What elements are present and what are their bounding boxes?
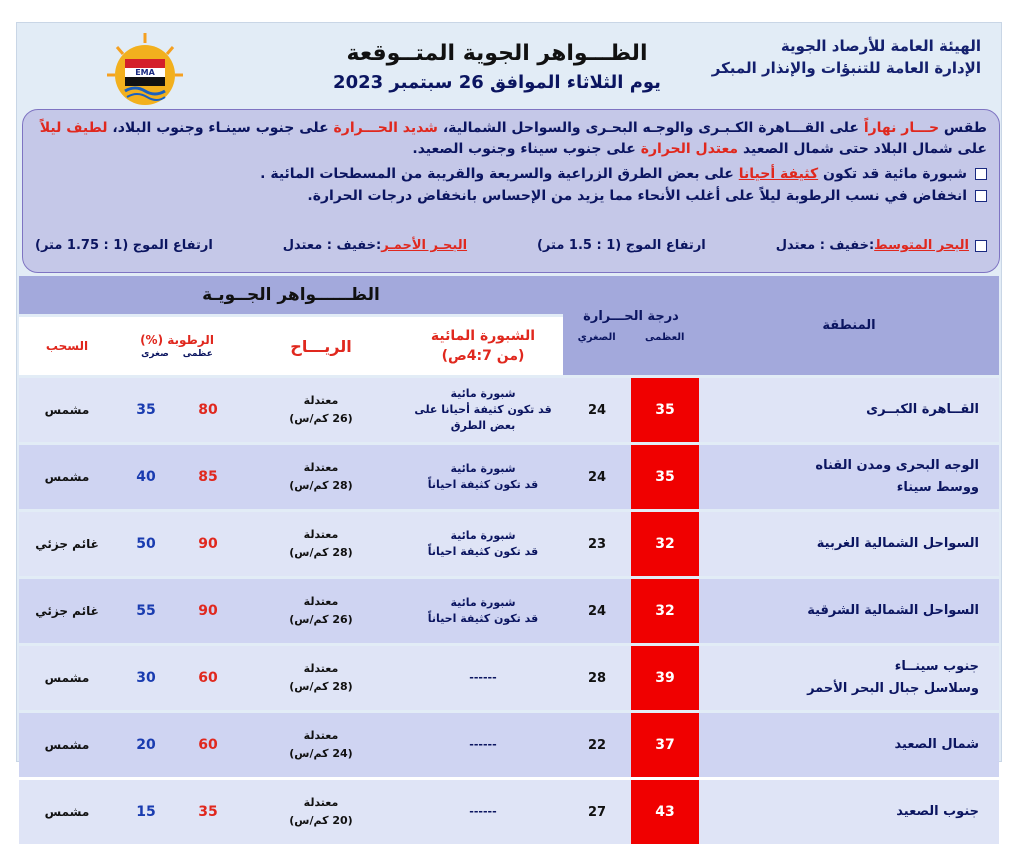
fog-line-2: قد تكون كثيفة احياناً [427,612,539,625]
humidity-min-cell: 30 [115,646,177,710]
table-row [19,445,999,509]
wind-speed: (20 كم/س) [289,814,353,827]
region-name: القــاهرة الكبــرى [866,402,980,417]
wind-cell [239,713,403,777]
temp-min-cell: 23 [563,512,631,576]
org-line-2: الإدارة العامة للتنبؤات والإنذار المبكر [711,59,981,77]
table-row [19,780,999,844]
wind-speed: (28 كم/س) [289,680,353,693]
region-cell [699,445,999,509]
humidity-max-cell: 90 [177,512,239,576]
table-row [19,646,999,710]
header-temperature [563,276,699,375]
header [17,23,1003,115]
header-humidity-sub [115,349,239,359]
checkbox-bullet-icon [975,240,987,252]
region-name: الوجه البحرى ومدن القناه [815,458,980,473]
region-name: السواحل الشمالية الغربية [816,536,980,551]
temp-max-cell: 43 [631,780,699,844]
ema-logo-icon [103,29,187,113]
humidity-min-cell: 40 [115,445,177,509]
wind-cell [239,512,403,576]
fog-cell [403,445,563,509]
organization-name [681,35,981,79]
bullet-text: انخفاض في نسب الرطوبة ليلاً على أغلب الأنحاء مما يزيد من الإحساس بانخفاض درجات الحرارة. [307,188,967,204]
med-sea-state [776,238,987,253]
fog-cell [403,713,563,777]
temp-max-cell: 32 [631,512,699,576]
wind-label: معتدلة [303,461,339,474]
temp-max-cell: 32 [631,579,699,643]
clouds-cell: غائم جزئي [19,512,115,576]
humidity-max-cell: 80 [177,378,239,442]
fog-line-2: قد تكون كثيفة احياناً [427,545,539,558]
header-region: المنطقة [699,276,999,375]
clouds-cell: مشمس [19,646,115,710]
header-fog [403,317,563,375]
summary-highlight-moderate: معتدل الحرارة [640,141,739,157]
table-row [19,579,999,643]
header-fog-time: (من 4:7ص) [441,348,525,364]
table-header-row-1 [19,276,999,314]
summary-text: على جنوب سيناء وجنوب الصعيد. [412,141,641,157]
page-title: الظـــواهر الجوية المتــوقعة [346,41,648,66]
clouds-cell: مشمس [19,780,115,844]
clouds-cell: مشمس [19,378,115,442]
header-temperature-label: درجة الحـــرارة [583,308,679,324]
summary-line-1 [35,118,987,139]
summary-line-2 [35,139,987,160]
region-name-line-2: ووسط سيناء [896,480,980,495]
humidity-max-cell: 90 [177,579,239,643]
checkbox-bullet-icon [975,168,987,180]
red-sea-state [283,238,467,253]
region-cell [699,512,999,576]
header-wind: الريـــاح [239,317,403,375]
summary-highlight-very-hot: شديد الحـــرارة [333,120,438,136]
humidity-max-cell: 35 [177,780,239,844]
header-temp-max: العظمى [645,331,685,343]
bullet-text [260,166,967,182]
bullet-highlight-dense: كثيفة أحيانا [738,166,819,182]
fog-line-3: بعض الطرق [450,419,516,432]
header-humidity-min: صغرى [141,349,169,359]
temp-min-cell: 24 [563,378,631,442]
region-name: جنوب الصعيد [896,804,980,819]
header-humidity [115,317,239,375]
header-humidity-max: عظمى [182,349,213,359]
fog-line-2: قد تكون كثيفة احياناً [427,478,539,491]
org-line-1: الهيئة العامة للأرصاد الجوية [780,37,981,55]
header-humidity-label: الرطوبة (%) [140,333,214,347]
wind-cell [239,579,403,643]
temp-min-cell: 28 [563,646,631,710]
summary-bullet-humidity [35,188,987,204]
clouds-cell: مشمس [19,713,115,777]
humidity-max-cell: 60 [177,646,239,710]
temp-max-cell: 39 [631,646,699,710]
humidity-min-cell: 35 [115,378,177,442]
humidity-min-cell: 50 [115,512,177,576]
table-row [19,512,999,576]
wind-speed: (28 كم/س) [289,546,353,559]
wind-cell [239,780,403,844]
red-sea-label: البحـر الأحمـر [381,238,468,253]
med-sea-condition: :خفيف : معتدل [775,238,875,253]
summary-text: على القـــاهرة الكـبـرى والوجـه البحـرى والسواحل الشمالية، [437,120,864,136]
forecast-table [19,273,999,847]
fog-line-1: ------ [469,671,497,684]
temp-min-cell: 24 [563,579,631,643]
wind-speed: (24 كم/س) [289,747,353,760]
summary-highlight-hot: حـــار نهاراً [863,120,940,136]
humidity-max-cell: 60 [177,713,239,777]
clouds-cell: غائم جزئي [19,579,115,643]
wind-label: معتدلة [303,796,339,809]
clouds-cell: مشمس [19,445,115,509]
humidity-min-cell: 55 [115,579,177,643]
summary-text: على شمال البلاد حتى شمال الصعيد [738,141,987,157]
temp-max-cell: 37 [631,713,699,777]
sea-state-row [35,238,987,253]
fog-cell [403,646,563,710]
header-phenomena: الظــــــواهر الجــويـة [19,276,563,314]
summary-box [22,109,1000,273]
wind-cell [239,378,403,442]
logo-text: EMA [135,68,155,77]
wind-speed: (26 كم/س) [289,613,353,626]
fog-cell [403,512,563,576]
fog-line-1: شبورة مائية [450,462,516,475]
med-sea-wave: ارتفاع الموج (1 : 1.5 متر) [536,238,706,253]
page-date: يوم الثلاثاء الموافق 26 سبتمبر 2023 [333,72,661,93]
summary-text: طقس [939,120,987,136]
temp-max-cell: 35 [631,445,699,509]
region-cell [699,579,999,643]
checkbox-bullet-icon [975,190,987,202]
region-cell [699,780,999,844]
temp-max-cell: 35 [631,378,699,442]
header-temperature-sub [563,332,699,343]
region-name-line-2: وسلاسل جبال البحر الأحمر [807,681,980,696]
region-cell [699,646,999,710]
region-name: جنوب سينــاء [894,659,980,674]
fog-line-1: شبورة مائية [450,596,516,609]
region-name: السواحل الشمالية الشرقية [807,603,980,618]
region-cell [699,378,999,442]
fog-line-2: قد تكون كثيفة أحيانا على [414,403,552,416]
temp-min-cell: 27 [563,780,631,844]
red-sea-wave: ارتفاع الموج (1 : 1.75 متر) [35,238,213,253]
humidity-min-cell: 20 [115,713,177,777]
table-row [19,378,999,442]
table-row [19,713,999,777]
region-name: شمال الصعيد [894,737,980,752]
humidity-min-cell: 15 [115,780,177,844]
region-cell [699,713,999,777]
bullet-text-part: على بعض الطرق الزراعية والسريعة والقريبة من المسطحات المائية . [260,166,739,182]
title-block [307,41,687,93]
fog-cell [403,780,563,844]
summary-text: على جنوب سينـاء وجنوب البلاد، [107,120,334,136]
wind-label: معتدلة [303,394,339,407]
wind-label: معتدلة [303,528,339,541]
header-temp-min: الصغري [577,331,616,343]
fog-line-1: شبورة مائية [450,387,516,400]
summary-highlight-mild: لطيف ليلاً [39,120,108,136]
wind-label: معتدلة [303,595,339,608]
wind-label: معتدلة [303,729,339,742]
fog-cell [403,378,563,442]
fog-line-1: ------ [469,805,497,818]
fog-line-1: شبورة مائية [450,529,516,542]
wind-label: معتدلة [303,662,339,675]
wind-cell [239,646,403,710]
wind-cell [239,445,403,509]
temp-min-cell: 22 [563,713,631,777]
fog-cell [403,579,563,643]
header-fog-label: الشبورة المائية [430,328,536,344]
forecast-sheet [16,22,1002,827]
wind-speed: (26 كم/س) [289,412,353,425]
med-sea-label: البحر المتوسط [874,238,969,253]
summary-bullet-fog [35,166,987,182]
temp-min-cell: 24 [563,445,631,509]
wind-speed: (28 كم/س) [289,479,353,492]
bullet-text-part: شبورة مائية قد تكون [818,166,967,182]
fog-line-1: ------ [469,738,497,751]
red-sea-condition: :خفيف : معتدل [282,238,382,253]
humidity-max-cell: 85 [177,445,239,509]
header-clouds: السحب [19,317,115,375]
